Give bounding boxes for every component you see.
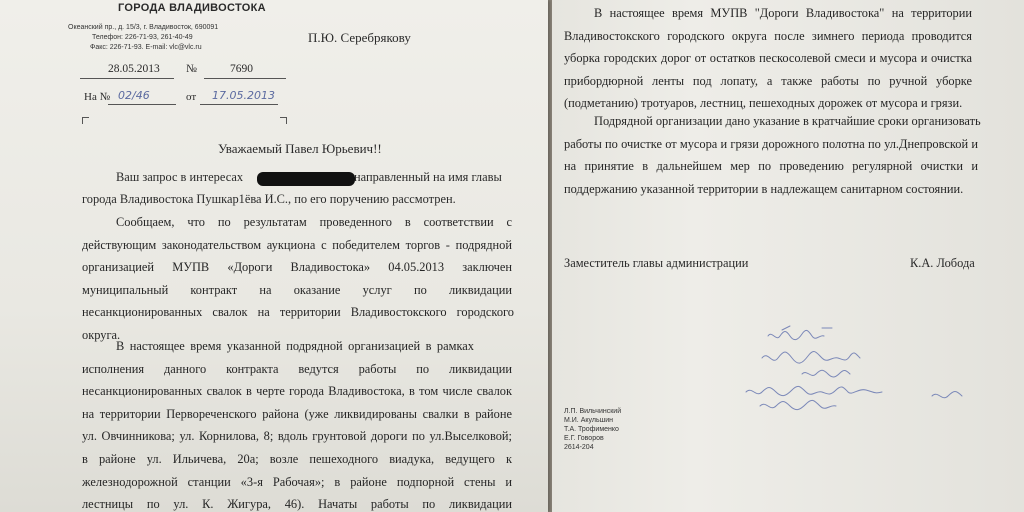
right-paragraph-1 [564,2,972,115]
paragraph-2-line: Сообщаем, что по результатам проведенного в соответствии с [116,215,512,229]
incoming-date-handwritten: 17.05.2013 [212,89,275,102]
executor-line: Л.П. Вильчинский [564,408,622,415]
recipient-name: П.Ю. Серебрякову [308,30,411,45]
handwritten-resolution [732,318,992,418]
incoming-from-label: от [186,91,197,103]
letter-page-2 [552,0,1024,512]
incoming-label: На № [84,91,111,103]
paragraph-2-line: несанкционированных свалок на территории Владивостокского городского [82,305,514,320]
right-paragraph-2 [564,110,981,200]
redaction-bar [257,172,355,186]
paragraph-3 [82,335,512,512]
executor-phone: 2614-204 [564,444,594,451]
paragraph-3-line: несанкционированных свалок в черте города Владивостока, в том числе свалок [82,384,512,399]
corner-mark-right [280,117,287,124]
paragraph-2-line: муниципальный контракт на оказание услуг по ликвидации [82,282,512,297]
paragraph-2 [82,211,512,347]
paragraph-2-line: округа. [82,327,121,342]
paragraph-3-line: лестницы по ул. К. Жигура, 46). Начаты работы по ликвидации [82,497,512,512]
number-underline [204,78,286,79]
paragraph-2-line: действующим законодательством аукциона с победителем торгов - подрядной [82,237,512,252]
paragraph-1-line-1b: направленный на имя главы [354,170,502,184]
salutation: Уважаемый Павел Юрьевич!! [218,141,382,156]
right-paragraph-1-line: (подметанию) тротуаров, лестниц, пешеходных дорожек от мусора и грязи. [564,96,963,111]
letterhead-phone: Телефон: 226-71-93, 261-40-49 [92,34,193,41]
right-paragraph-1-line: уборка городских дорог от остатков пескосолевой смеси и мусора и очистка [564,51,972,66]
paragraph-3-line: В настоящее время указанной подрядной организацией в рамках [116,339,474,353]
incoming-number-handwritten: 02/46 [118,89,150,102]
outgoing-number-label: № [186,63,197,75]
paragraph-1-line-2: города Владивостока Пушкар1ёва И.С., по его поручению рассмотрен. [82,192,456,206]
paragraph-3-line: в районе ул. Ильичева, 20а; возле пешеходного виадука, ведущего к [82,451,512,466]
outgoing-number: 7690 [230,63,253,75]
executor-line: Т.А. Трофименко [564,426,619,433]
paragraph-3-line: исполнения данного контракта ведутся работы по ликвидации [82,361,512,376]
letterhead-fax: Факс: 226-71-93. E-mail: vlc@vlc.ru [90,44,202,51]
paragraph-2-line: организацией МУПВ «Дороги Владивостока» 04.05.2013 заключен [82,260,512,275]
paragraph-3-line: железнодорожной станции «3-я Рабочая»; в районе подпорной стены и [82,474,512,489]
right-paragraph-2-line: работы по очистке от мусора и грязи дорожного полотна по ул.Днепровской и [564,136,978,151]
right-paragraph-2-line: на принятие в дальнейшем мер по проведению регулярной очистки и [564,159,978,174]
executors-block [564,407,621,452]
paragraph-3-line: на территории Первореченского района (уже ликвидированы свалки в районе [82,406,512,421]
executor-line: М.И. Акульшин [564,417,613,424]
paragraph-3-line: ул. Овчинникова; ул. Корнилова, 8; вдоль грунтовой дороги по ул.Выселковой; [82,429,512,444]
letterhead-org: ГОРОДА ВЛАДИВОСТОКА [118,2,266,14]
outgoing-date: 28.05.2013 [108,63,160,75]
date-underline [80,78,174,79]
right-paragraph-1-line: прибордюрной ленты под лопату, а также работы по ручной уборке [564,73,972,88]
paragraph-1-line-1a: Ваш запрос в интересах [116,170,244,184]
signature-title: Заместитель главы администрации [564,256,749,270]
right-paragraph-1-line: В настоящее время МУПВ "Дороги Владивостока" на территории [594,6,972,20]
right-paragraph-2-line: поддержанию указанной территории в надлежащем санитарном состоянии. [564,181,964,196]
incoming-date-underline [200,104,278,105]
right-paragraph-2-line: Подрядной организации дано указание в кратчайшие сроки организовать [594,114,981,128]
letterhead-address: Океанский пр., д. 15/3, г. Владивосток, 690091 [68,24,219,31]
corner-mark-left [82,117,89,124]
signature-name: К.А. Лобода [910,256,975,270]
executor-line: Е.Г. Говоров [564,435,604,442]
right-paragraph-1-line: Владивостокского городского округа после зимнего периода проводится [564,28,972,43]
incoming-number-underline [108,104,176,105]
